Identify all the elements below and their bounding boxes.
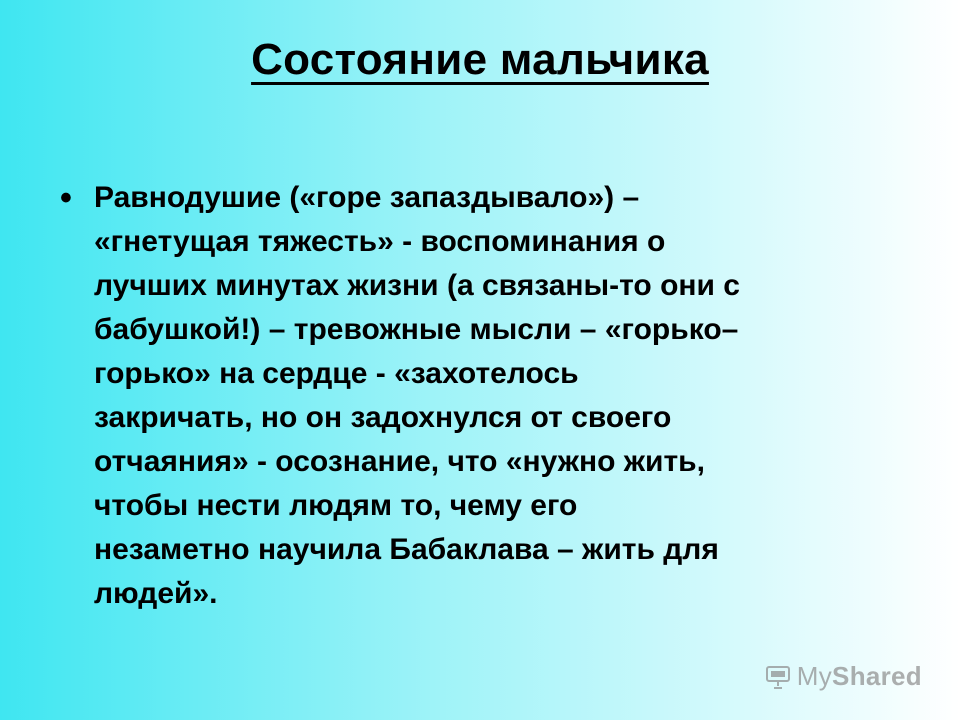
bullet-text: Равнодушие («горе запаздывало») – «гнетущая тяжесть» - воспоминания о лучших минутах жизни (а связаны-то они с бабушкой!) – тревожные мысли – «горько– горько» на сердце - «захотелось закричать, но он задохнулся от своего отчаяния» - осознание, что «нужно жить, чтобы нести людям то, чему его незаметно научила Бабаклава – жить для людей».: [94, 181, 740, 610]
bullet-dot-icon: •: [60, 179, 72, 217]
watermark-text: [797, 661, 922, 692]
bullet-item: [60, 176, 920, 616]
presentation-board-icon: [765, 664, 791, 690]
slide-title: Состояние мальчика: [251, 35, 709, 84]
slide-content: [60, 176, 920, 616]
myshared-watermark: [765, 661, 922, 692]
watermark-prefix: My: [796, 661, 833, 691]
watermark-name: Shared: [832, 661, 922, 691]
